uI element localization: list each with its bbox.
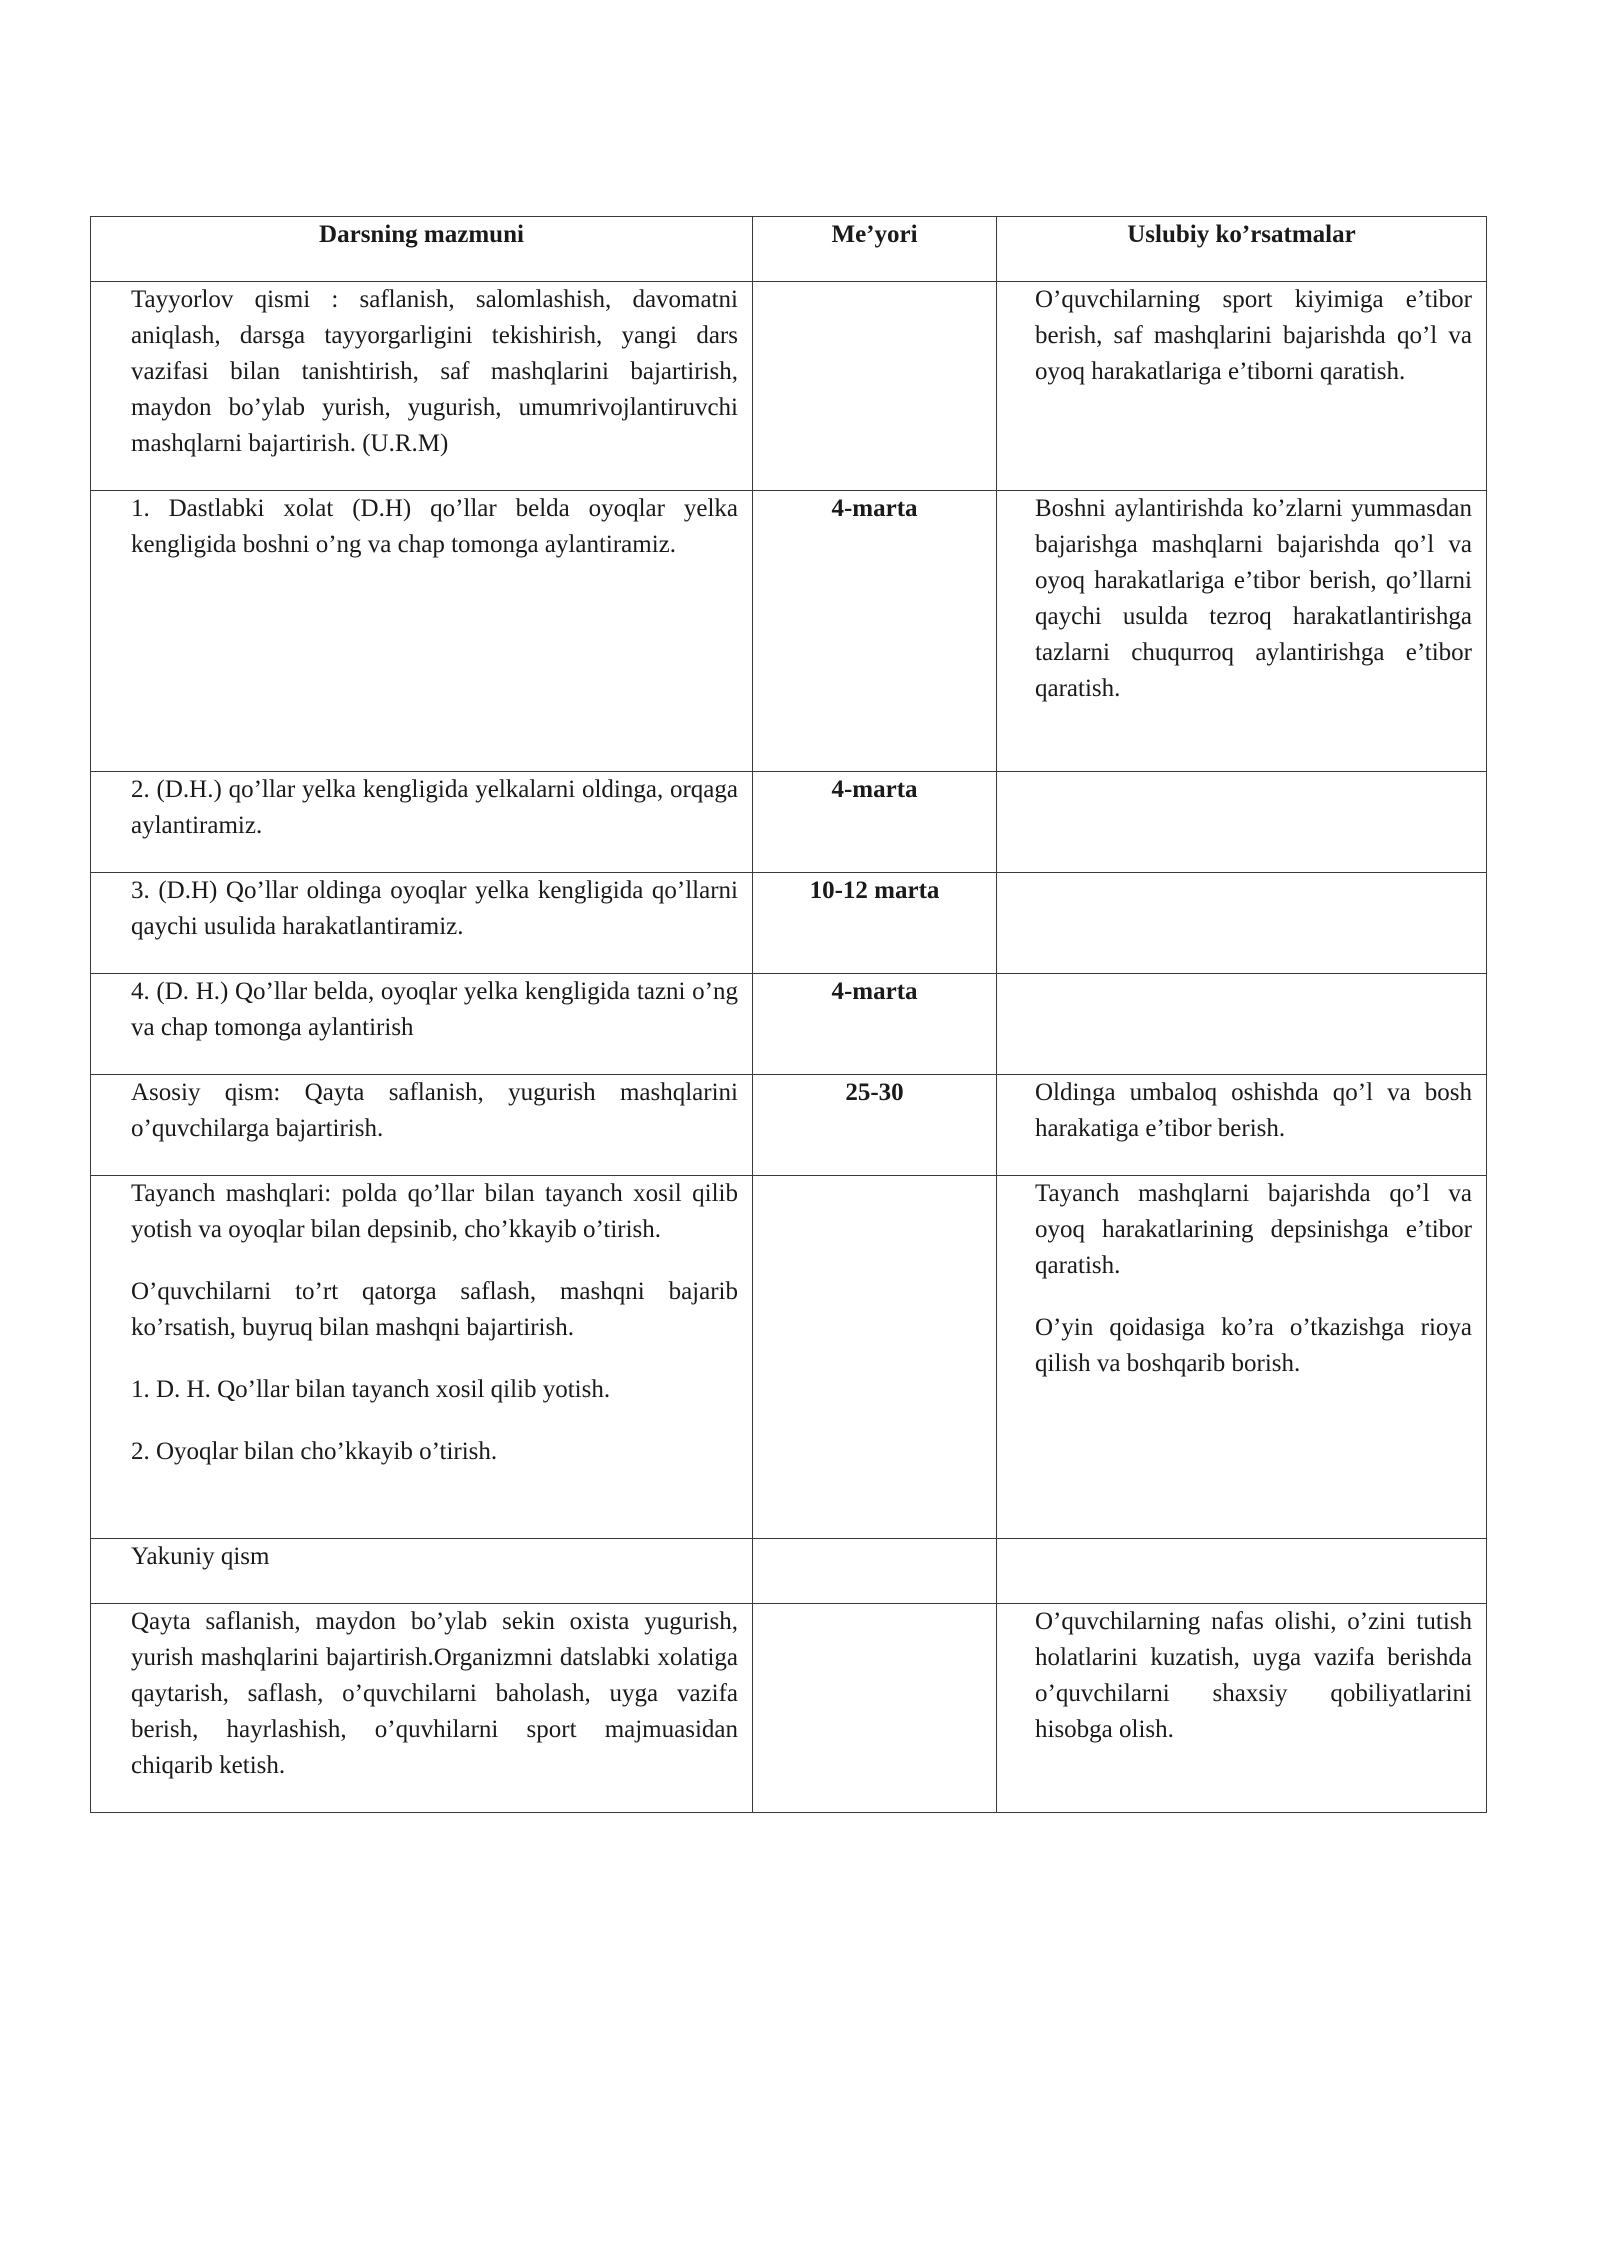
- content-cell: [91, 491, 753, 772]
- method-text: Oldinga umbaloq oshishda qo’l va bosh harakatiga e’tibor berish.: [1035, 1079, 1472, 1142]
- content-text: Tayanch mashqlari: polda qo’llar bilan tayanch xosil qilib yotish va oyoqlar bilan depsinib, cho’kkayib o’tirish.: [131, 1180, 738, 1243]
- content-text: Asosiy qism: Qayta saflanish, yugurish mashqlarini o’quvchilarga bajartirish.: [131, 1079, 738, 1142]
- table-row: [91, 1075, 1487, 1176]
- content-text: 2. Oyoqlar bilan cho’kkayib o’tirish.: [131, 1438, 498, 1465]
- norm-text: 4-marta: [831, 978, 918, 1005]
- norm-cell: [753, 1539, 997, 1604]
- method-cell: [997, 491, 1487, 772]
- header-method: Uslubiy ko’rsatmalar: [997, 217, 1487, 282]
- table-row: [91, 491, 1487, 772]
- table-row: [91, 282, 1487, 491]
- content-text: Tayyorlov qismi : saflanish, salomlashish, davomatni aniqlash, darsga tayyorgarligini tekishirish, yangi dars vazifasi bilan tanishtirish, saf mashqlarini bajartirish, maydon bo’ylab yurish, yugurish, umumrivojlantiruvchi mashqlarni bajartirish. (U.R.M): [131, 286, 738, 457]
- table-row: [91, 772, 1487, 873]
- method-text: O’quvchilarning sport kiyimiga e’tibor berish, saf mashqlarini bajarishda qo’l va oyoq harakatlariga e’tiborni qaratish.: [1035, 286, 1472, 385]
- norm-text: 4-marta: [831, 495, 918, 522]
- content-text: 1. Dastlabki xolat (D.H) qo’llar belda oyoqlar yelka kengligida boshni o’ng va chap tomonga aylantiramiz.: [131, 495, 738, 558]
- table-row: [91, 1539, 1487, 1604]
- content-cell: [91, 1075, 753, 1176]
- content-text: Qayta saflanish, maydon bo’ylab sekin oxista yugurish, yurish mashqlarini bajartirish.Organizmni datslabki xolatiga qaytarish, saflash, o’quvchilarni baholash, uyga vazifa berish, hayrlashish, o’quvhilarni sport majmuasidan chiqarib ketish.: [131, 1608, 738, 1779]
- table-row: [91, 1604, 1487, 1813]
- method-text: Boshni aylantirishda ko’zlarni yummasdan bajarishga mashqlarni bajarishda qo’l va oyoq harakatlariga e’tibor berish, qo’llarni qaychi usulda tezroq harakatlantirishga tazlarni chuqurroq aylantirishga e’tibor qaratish.: [1035, 495, 1472, 702]
- content-text: Yakuniy qism: [131, 1543, 270, 1570]
- norm-text: 10-12 marta: [809, 877, 940, 904]
- method-cell: [997, 1075, 1487, 1176]
- content-cell: [91, 772, 753, 873]
- lesson-plan-table: [90, 216, 1487, 1813]
- norm-cell: [753, 1075, 997, 1176]
- content-cell: [91, 974, 753, 1075]
- header-content: Darsning mazmuni: [91, 217, 753, 282]
- table-row: [91, 1176, 1487, 1539]
- content-text: 3. (D.H) Qo’llar oldinga oyoqlar yelka kengligida qo’llarni qaychi usulida harakatlantiramiz.: [131, 877, 738, 940]
- table-header-row: [91, 217, 1487, 282]
- norm-cell: [753, 772, 997, 873]
- method-cell: [997, 282, 1487, 491]
- method-cell: [997, 1539, 1487, 1604]
- table-row: [91, 974, 1487, 1075]
- content-cell: [91, 282, 753, 491]
- header-norm: Me’yori: [753, 217, 997, 282]
- method-cell: [997, 772, 1487, 873]
- content-text: 2. (D.H.) qo’llar yelka kengligida yelkalarni oldinga, orqaga aylantiramiz.: [131, 776, 738, 839]
- norm-text: 4-marta: [831, 776, 918, 803]
- content-cell: [91, 1176, 753, 1539]
- content-cell: [91, 1604, 753, 1813]
- norm-cell: [753, 974, 997, 1075]
- method-text: O’quvchilarning nafas olishi, o’zini tutish holatlarini kuzatish, uyga vazifa berishda o’quvchilarni shaxsiy qobiliyatlarini hisobga olish.: [1035, 1608, 1472, 1743]
- content-cell: [91, 873, 753, 974]
- method-cell: [997, 1176, 1487, 1539]
- content-cell: [91, 1539, 753, 1604]
- method-cell: [997, 873, 1487, 974]
- method-text: Tayanch mashqlarni bajarishda qo’l va oyoq harakatlarining depsinishga e’tibor qaratish.: [1035, 1180, 1472, 1279]
- norm-cell: [753, 1604, 997, 1813]
- norm-cell: [753, 491, 997, 772]
- norm-cell: [753, 1176, 997, 1539]
- content-text: 4. (D. H.) Qo’llar belda, oyoqlar yelka kengligida tazni o’ng va chap tomonga aylantirish: [131, 978, 738, 1041]
- method-cell: [997, 974, 1487, 1075]
- table-row: [91, 873, 1487, 974]
- content-text: 1. D. H. Qo’llar bilan tayanch xosil qilib yotish.: [131, 1376, 611, 1403]
- norm-cell: [753, 282, 997, 491]
- content-text: O’quvchilarni to’rt qatorga saflash, mashqni bajarib ko’rsatish, buyruq bilan mashqni bajartirish.: [131, 1278, 738, 1341]
- method-text: O’yin qoidasiga ko’ra o’tkazishga rioya qilish va boshqarib borish.: [1035, 1314, 1472, 1377]
- norm-text: 25-30: [845, 1079, 904, 1106]
- method-cell: [997, 1604, 1487, 1813]
- norm-cell: [753, 873, 997, 974]
